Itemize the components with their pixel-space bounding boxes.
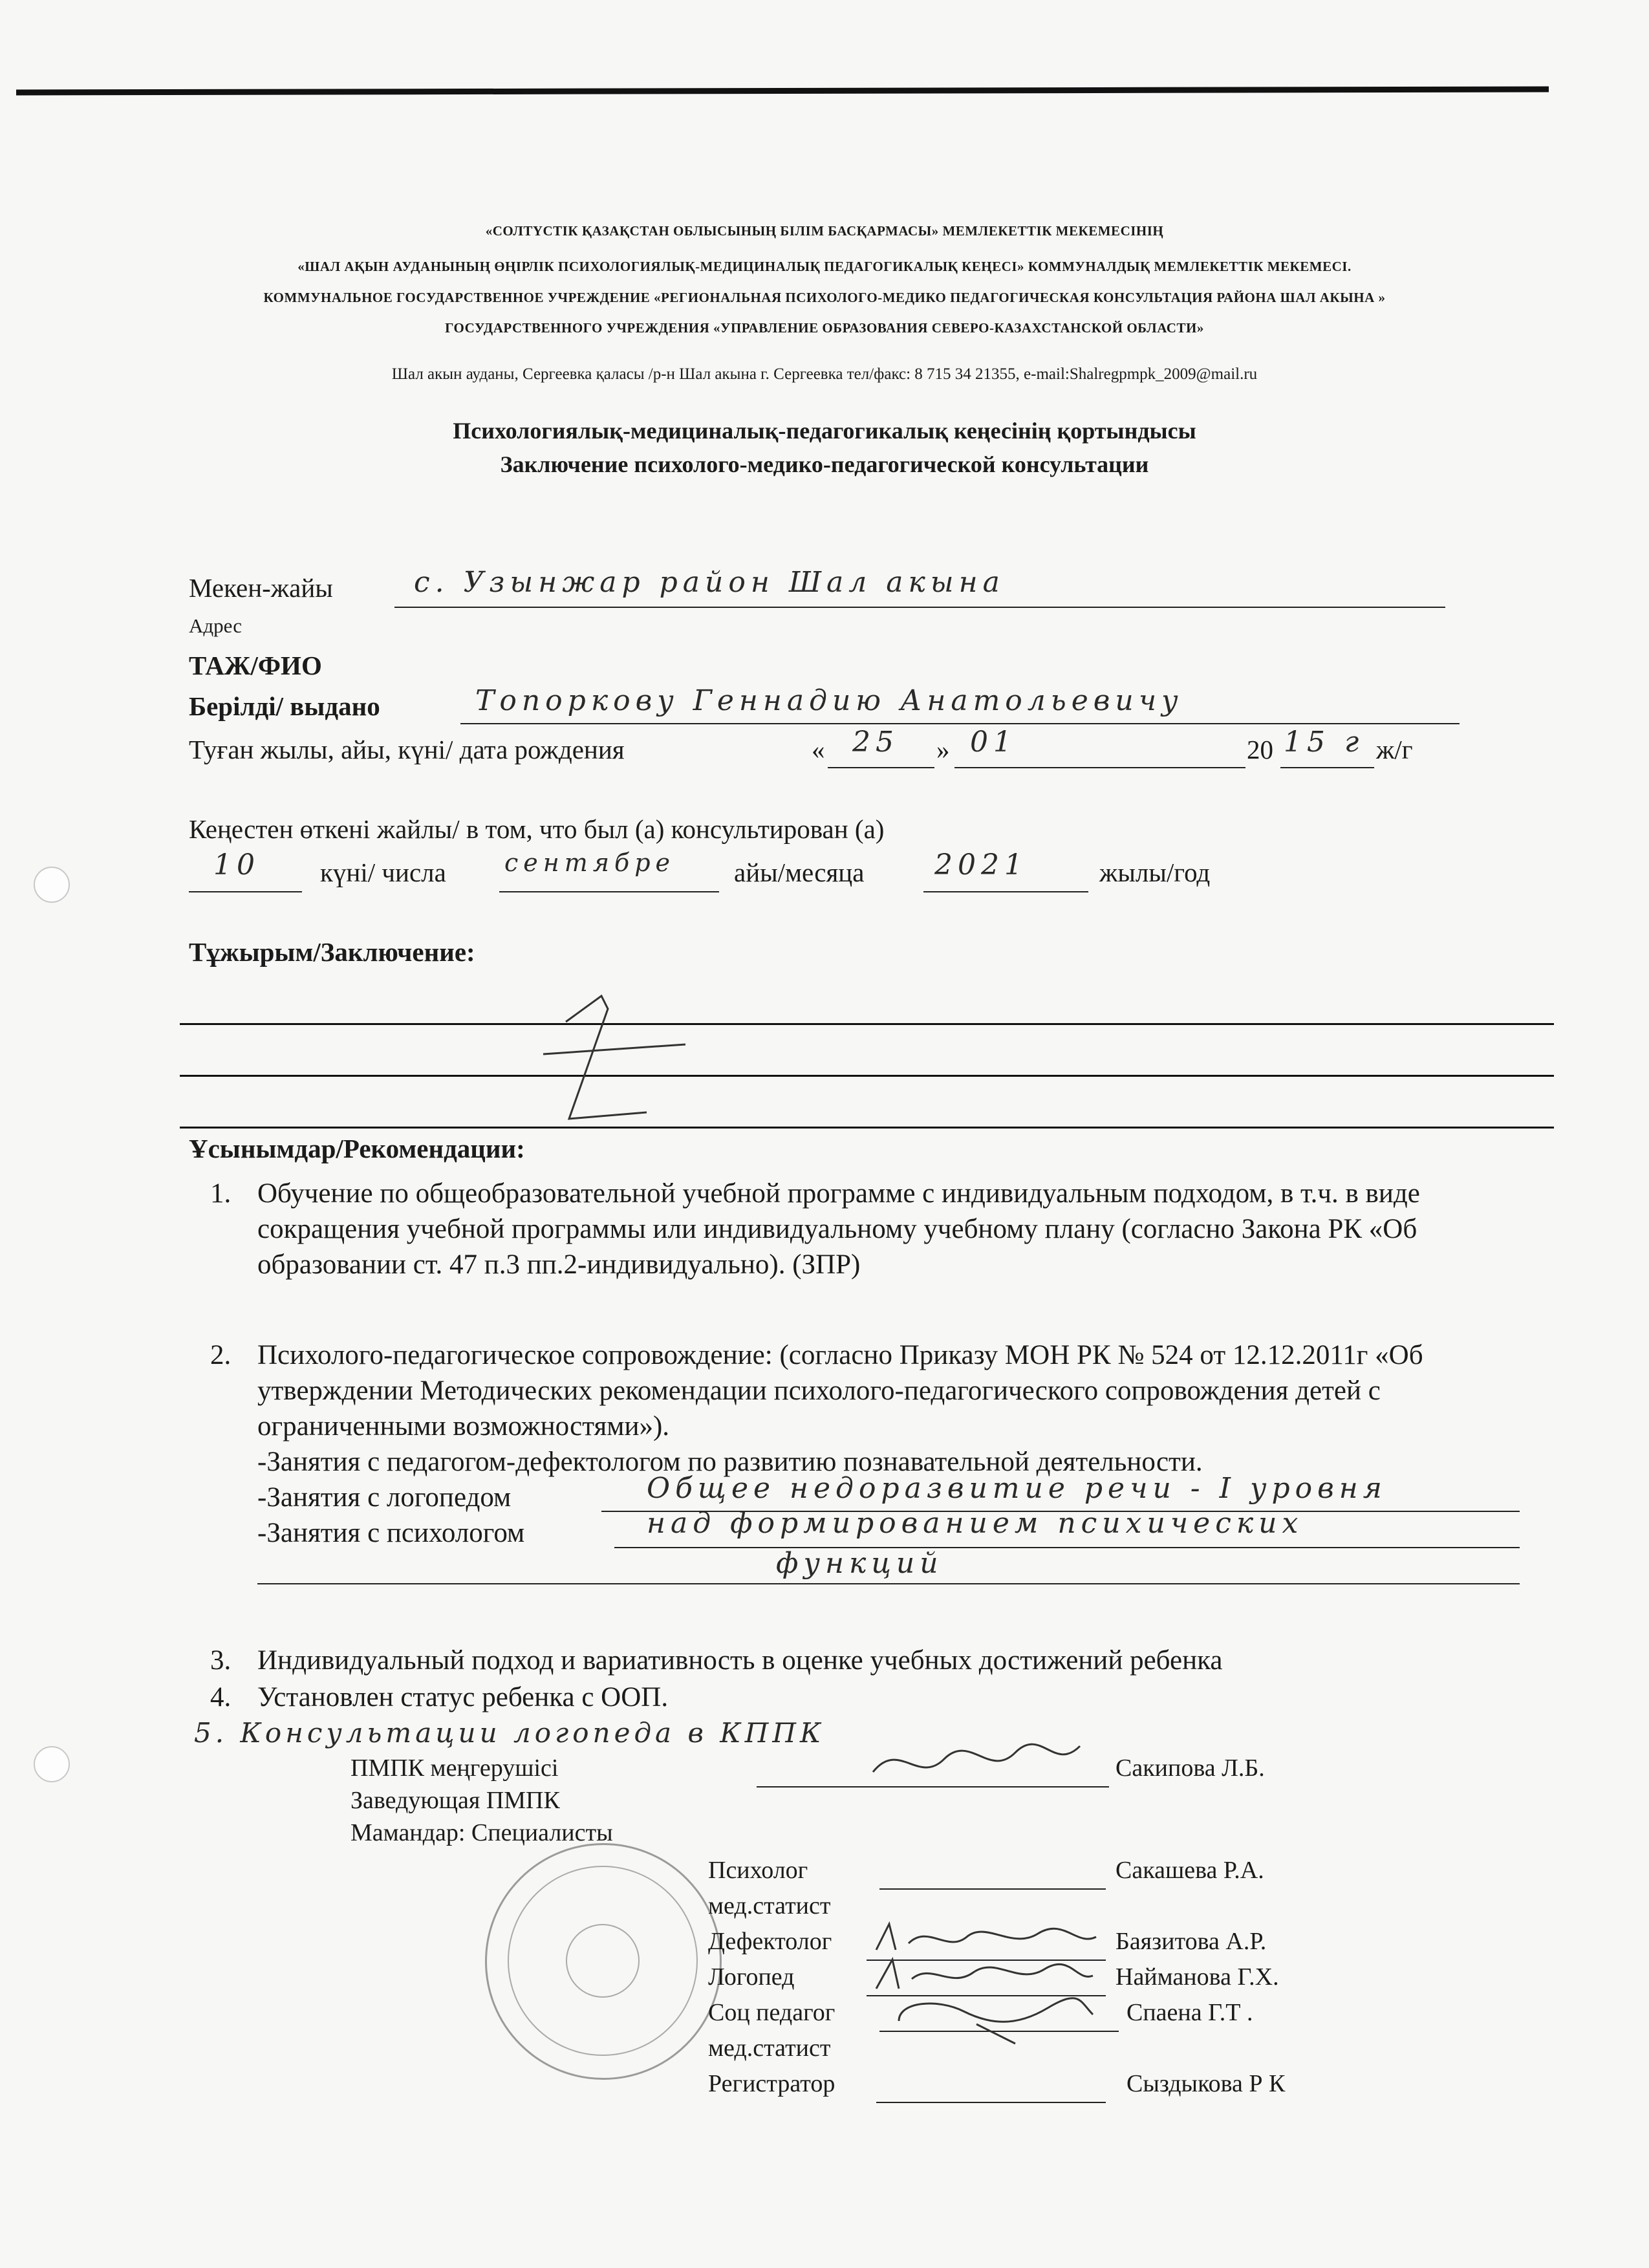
rec-1-num: 1. [210,1178,232,1209]
spec-role-registrar: Регистратор [708,2070,835,2097]
rec-2-psych-value-2: функций [776,1547,943,1580]
conclusion-line-2 [180,1075,1554,1077]
spec-role-medstat-1: мед.статист [708,1892,831,1919]
dob-month-underline [954,767,1245,768]
consult-month-label: айы/месяца [734,858,865,887]
header-line-1: «СОЛТҮСТІК ҚАЗАҚСТАН ОБЛЫСЫНЫҢ БІЛІМ БАСҚАРМАСЫ» МЕМЛЕКЕТТІК МЕКЕМЕСІНІҢ [485,223,1164,239]
spec-role-logoped: Логопед [708,1963,795,1991]
dob-year-prefix: 20 [1247,735,1273,764]
spec-role-defectologist: Дефектолог [708,1928,832,1955]
head-name: Сакипова Л.Б. [1116,1755,1265,1782]
spec-name-registrar: Сыздыкова Р К [1126,2070,1286,2097]
spec-role-soc-pedagog: Соц педагог [708,1999,835,2026]
conclusion-line-1 [180,1023,1554,1025]
dob-day: 25 [852,726,899,759]
issued-value: Топоркову Геннадию Анатольевичу [475,684,1183,717]
title-kz: Психологиялық-медициналық-педагогикалық кеңесінің қортындысы [453,418,1196,444]
header-contact: Шал акын ауданы, Сергеевка қаласы /р-н Шал акына г. Сергеевка тел/факс: 8 715 34 21355, e-mail:Shalregpmpk_2009@mail.ru [391,365,1258,383]
consult-year-label: жылы/год [1099,858,1211,887]
spec-line-psychologist [879,1888,1106,1890]
issued-underline [460,723,1460,724]
header-line-4: ГОСУДАРСТВЕННОГО УЧРЕЖДЕНИЯ «УПРАВЛЕНИЕ ОБРАЗОВАНИЯ СЕВЕРО-КАЗАХСТАНСКОЙ ОБЛАСТИ» [445,320,1204,336]
rec-2-logo-label: -Занятия с логопедом [257,1482,512,1513]
rec-2-logo-value: Общее недоразвитие речи - I уровня [647,1472,1387,1505]
address-label: Мекен-жайы [189,573,333,603]
punch-hole [34,867,70,903]
title-ru: Заключение психолого-медико-педагогической консультации [500,451,1149,477]
head-kz: ПМПК меңгерушісі [350,1755,559,1782]
head-signature [860,1733,1093,1795]
rec-5-handwritten: 5. Консультации логопеда в КППК [194,1717,825,1749]
address-value: с. Узынжар район Шал акына [414,566,1005,599]
consult-year-underline [923,891,1088,892]
dob-open-quote: « [812,735,825,764]
rec-2-num: 2. [210,1340,232,1370]
consult-year: 2021 [934,848,1028,881]
rec-1-text: Обучение по общеобразовательной учебной программе с индивидуальным подходом, в т.ч. в виде сокращения учебной программы или индивидуальному учебному плану (согласно Закона РК «Об образовании ст. 47 п.3 пп.2-индивидуально). (ЗПР) [257,1178,1420,1280]
address-sub: Адрес [189,614,242,637]
address-underline [394,607,1445,608]
rec-2-psych-label: -Занятия с психологом [257,1518,525,1548]
conclusion-z-mark [517,983,711,1132]
head-ru: Заведующая ПМПК [350,1787,560,1814]
rec-2-defect: -Занятия с педагогом-дефектологом по развитию познавательной деятельности. [257,1447,1203,1477]
dob-day-underline [828,767,934,768]
conclusion-line-3 [180,1127,1554,1129]
dob-year: 15 г [1284,726,1364,759]
rec-2-extra-underline [257,1583,1520,1584]
rec-4-text: Установлен статус ребенка с ООП. [257,1682,669,1712]
recs-label: Ұсынымдар/Рекомендации: [189,1134,525,1163]
spec-role-medstat-2: мед.статист [708,2035,831,2062]
spec-name-defectologist: Баязитова А.Р. [1116,1928,1267,1955]
consult-day-underline [189,891,302,892]
header-line-2: «ШАЛ АҚЫН АУДАНЫНЫҢ ӨҢІРЛІК ПСИХОЛОГИЯЛЫҚ-МЕДИЦИНАЛЫҚ ПЕДАГОГИКАЛЫҚ КЕҢЕСІ» КОММУНАЛДЫҚ МЕМЛЕКЕТТІК МЕКЕМЕСІ. [297,259,1352,274]
rec-3-num: 3. [210,1645,232,1676]
specialists-label: Мамандар: Специалисты [350,1819,613,1846]
stamp-emblem [566,1924,640,1998]
punch-hole [34,1746,70,1782]
spec-name-soc-pedagog: Спаена Г.Т . [1126,1999,1253,2026]
consult-day: 10 [213,848,260,881]
consult-label: Кеңестен өткені жайлы/ в том, что был (а) консультирован (а) [189,814,885,844]
dob-label: Туған жылы, айы, күні/ дата рождения [189,735,625,764]
conclusion-label: Тұжырым/Заключение: [189,937,475,967]
spec-signature-soc-pedagog [886,1989,1106,2047]
dob-close-quote: » [936,735,950,764]
consult-day-label: күні/ числа [320,858,446,887]
consult-month: сентябре [504,848,676,877]
issued-label: Берілді/ выдано [189,691,380,721]
spec-line-registrar [876,2102,1106,2103]
top-border-line [16,87,1549,96]
rec-4-num: 4. [210,1682,232,1712]
rec-2-psych-underline [614,1547,1520,1548]
rec-2-text: Психолого-педагогическое сопровождение: (согласно Приказу МОН РК № 524 от 12.12.2011г «Об утверждении Методических рекомендации психолого-педагогического сопровождения детей с ограниченными возможностями»). [257,1340,1423,1442]
consult-month-underline [499,891,719,892]
spec-name-psychologist: Сакашева Р.А. [1116,1857,1264,1884]
rec-3-text: Индивидуальный подход и вариативность в оценке учебных достижений ребенка [257,1645,1223,1676]
header-line-3: КОММУНАЛЬНОЕ ГОСУДАРСТВЕННОЕ УЧРЕЖДЕНИЕ «РЕГИОНАЛЬНАЯ ПСИХОЛОГО-МЕДИКО ПЕДАГОГИЧЕСКАЯ КОНСУЛЬТАЦИЯ РАЙОНА ШАЛ АКЫНА » [263,290,1386,305]
fio-label: ТАЖ/ФИО [189,651,322,680]
spec-name-logoped: Найманова Г.Х. [1116,1963,1279,1991]
dob-suffix: ж/г [1376,735,1413,764]
rec-2-psych-value: над формированием психических [647,1507,1304,1540]
spec-role-psychologist: Психолог [708,1857,808,1884]
dob-month: 01 [970,726,1017,759]
dob-year-underline [1280,767,1374,768]
